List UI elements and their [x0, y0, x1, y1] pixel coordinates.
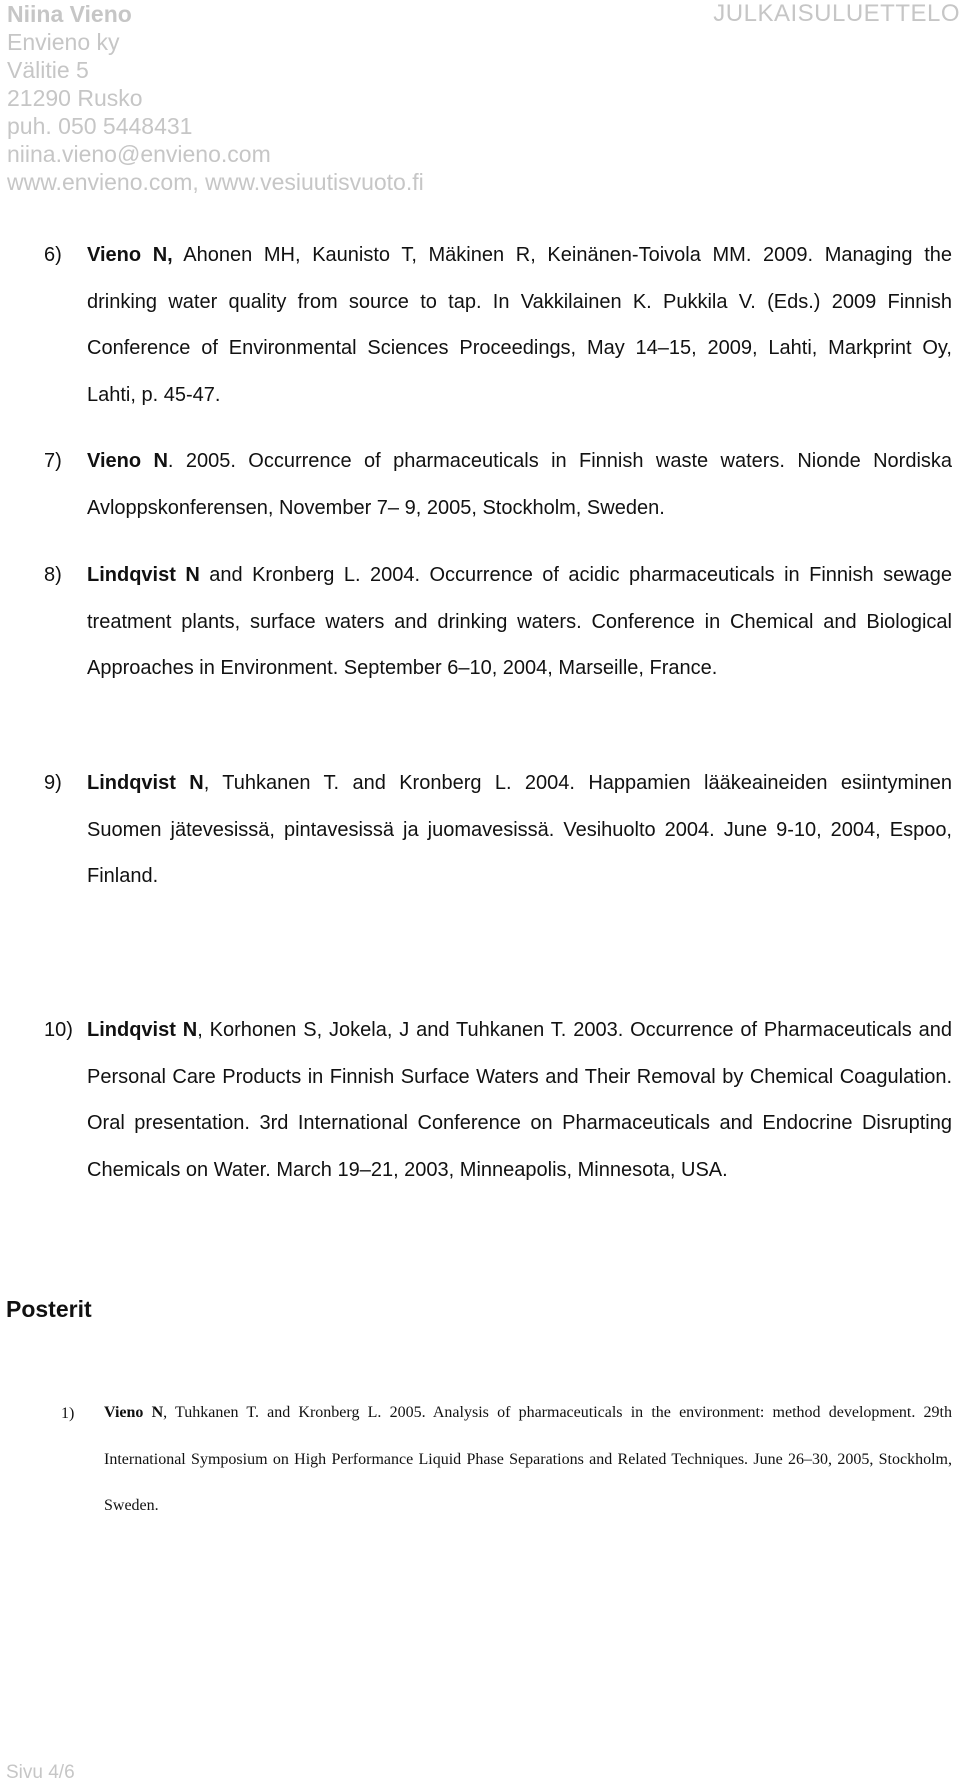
entry-text [87, 1007, 952, 1193]
poster-number: 1) [61, 1405, 75, 1422]
entry-citation: , Tuhkanen T. and Kronberg L. 2004. Happamien lääkeaineiden esiintyminen Suomen jätevesissä, pintavesissä ja juomavesissä. Vesihuolto 2004. June 9-10, 2004, Espoo, Finland. [87, 772, 953, 887]
document-title: JULKAISULUETTELO [713, 0, 960, 27]
page-header [0, 0, 960, 210]
postal-line: 21290 Rusko [7, 85, 143, 111]
company-line: Envieno ky [7, 29, 120, 55]
entry-citation: . 2005. Occurrence of pharmaceuticals in Finnish waste waters. Nionde Nordiska Avloppskonferensen, November 7– 9, 2005, Stockholm, Sweden. [87, 450, 953, 519]
entry-citation: and Kronberg L. 2004. Occurrence of acidic pharmaceuticals in Finnish sewage treatment plants, surface waters and drinking waters. Conference in Chemical and Biological Approaches in Environment. September 6–10, 2004, Marseille, France. [87, 564, 952, 679]
page-number: Sivu 4/6 [6, 1762, 75, 1783]
entry-number: 8) [44, 564, 62, 586]
entry-number: 10) [44, 1019, 73, 1041]
section-heading-posters: Posterit [6, 1296, 92, 1322]
address-line: Välitie 5 [7, 57, 89, 83]
poster-author: Vieno N [104, 1404, 164, 1421]
entry-number: 7) [44, 450, 62, 472]
entry-text [87, 232, 952, 418]
email-line: niina.vieno@envieno.com [7, 141, 271, 167]
entry-text [87, 438, 952, 531]
entry-author: Vieno N [87, 450, 168, 472]
entry-author: Lindqvist N [87, 772, 204, 794]
entry-author: Vieno N, [87, 244, 173, 266]
entry-author: Lindqvist N [87, 1019, 198, 1041]
poster-text [104, 1390, 952, 1530]
entry-citation: Ahonen MH, Kaunisto T, Mäkinen R, Keinänen-Toivola MM. 2009. Managing the drinking water quality from source to tap. In Vakkilainen K. Pukkila V. (Eds.) 2009 Finnish Conference of Environmental Sciences Proceedings, May 14–15, 2009, Lahti, Markprint Oy, Lahti, p. 45-47. [87, 244, 953, 406]
author-name: Niina Vieno [7, 1, 132, 27]
poster-citation: , Tuhkanen T. and Kronberg L. 2005. Analysis of pharmaceuticals in the environment: method development. 29th International Symposium on High Performance Liquid Phase Separations and Related Techniques. June 26–30, 2005, Stockholm, Sweden. [104, 1404, 953, 1514]
entry-number: 9) [44, 772, 62, 794]
contact-block [7, 0, 424, 196]
entry-author: Lindqvist N [87, 564, 200, 586]
website-line: www.envieno.com, www.vesiuutisvuoto.fi [7, 169, 424, 195]
entry-text [87, 760, 952, 900]
phone-line: puh. 050 5448431 [7, 113, 193, 139]
entry-citation: , Korhonen S, Jokela, J and Tuhkanen T. 2003. Occurrence of Pharmaceuticals and Personal Care Products in Finnish Surface Waters and Their Removal by Chemical Coagulation. Oral presentation. 3rd International Conference on Pharmaceuticals and Endocrine Disrupting Chemicals on Water. March 19–21, 2003, Minneapolis, Minnesota, USA. [87, 1019, 953, 1181]
entry-number: 6) [44, 244, 62, 266]
entry-text [87, 552, 952, 692]
